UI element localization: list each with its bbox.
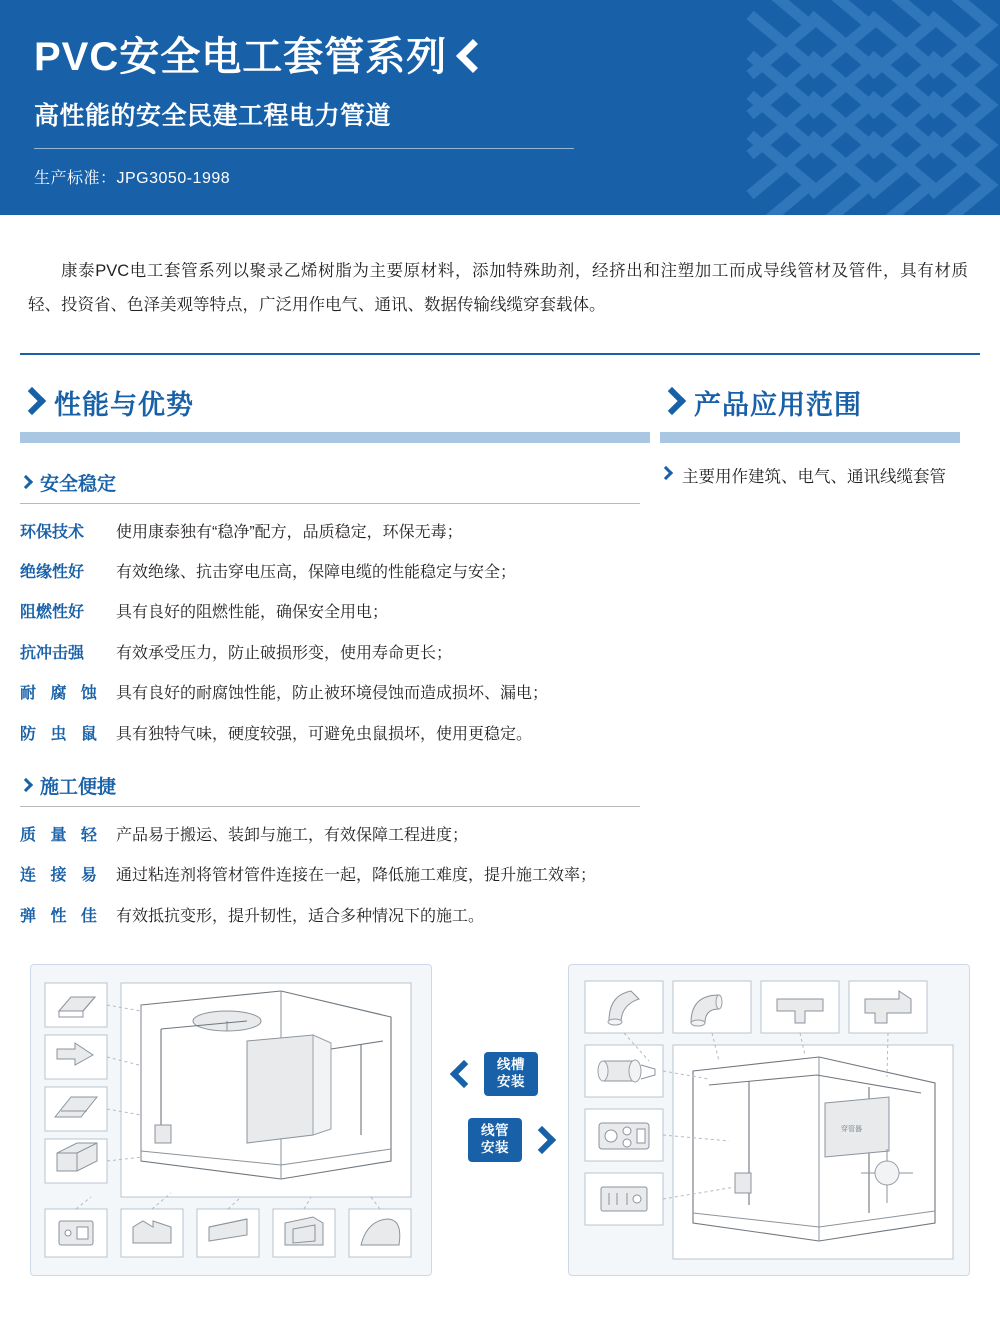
feature-item xyxy=(20,519,660,544)
feature-desc: 具有良好的阻燃性能，确保安全用电； xyxy=(116,604,389,622)
feature-label: 质 量 轻 xyxy=(20,826,102,844)
performance-underbar xyxy=(20,432,650,443)
page-title: PVC安全电工套管系列 xyxy=(34,35,448,79)
chevron-left-icon xyxy=(450,1057,476,1091)
feature-label: 阻燃性好 xyxy=(20,604,85,622)
chevron-left-icon xyxy=(457,38,491,82)
svg-text:穿管器: 穿管器 xyxy=(841,1125,862,1134)
divider xyxy=(20,503,640,504)
feature-desc: 具有良好的耐腐蚀性能，防止被环境侵蚀而造成损坏、漏电； xyxy=(116,685,549,703)
conduit-install-tag xyxy=(468,1118,522,1162)
figure-panel-trunking xyxy=(30,964,432,1276)
performance-group-2-title: 施工便捷 xyxy=(40,776,117,798)
feature-item xyxy=(20,640,660,665)
trunking-install-tag xyxy=(484,1052,538,1096)
application-heading xyxy=(660,383,980,422)
content-columns xyxy=(20,383,980,929)
performance-title: 性能与优势 xyxy=(54,389,194,420)
chevron-right-icon xyxy=(20,777,33,794)
performance-group-2-heading xyxy=(20,772,660,799)
application-column xyxy=(660,383,980,929)
trunking-tag-line2: 安装 xyxy=(497,1074,525,1090)
feature-item xyxy=(20,721,660,746)
page-header xyxy=(0,0,1000,215)
intro-divider xyxy=(20,353,980,355)
header-divider xyxy=(34,148,574,149)
feature-desc: 产品易于搬运、装卸与施工，有效保障工程进度； xyxy=(116,826,469,844)
chevron-right-icon xyxy=(660,465,673,482)
application-title: 产品应用范围 xyxy=(694,389,862,420)
conduit-installation-illustration xyxy=(569,965,969,1275)
intro-section xyxy=(20,215,980,323)
feature-item xyxy=(20,862,660,887)
feature-item xyxy=(20,599,660,624)
intro-paragraph: 康泰PVC电工套管系列以聚录乙烯树脂为主要原材料，添加特殊助剂，经挤出和注塑加工而成导线管材及管件，具有材质轻、投资省、色泽美观等特点，广泛用作电气、通讯、数据传输线缆穿套载体。 xyxy=(28,262,968,314)
feature-label: 耐 腐 蚀 xyxy=(20,685,102,703)
performance-group-1-heading xyxy=(20,469,660,496)
feature-label: 连 接 易 xyxy=(20,867,102,885)
performance-group-1-title: 安全稳定 xyxy=(40,473,117,495)
performance-heading xyxy=(20,383,660,422)
trunking-tag-line1: 线槽 xyxy=(497,1057,525,1073)
feature-desc: 有效抵抗变形，提升韧性，适合多种情况下的施工。 xyxy=(116,907,485,925)
feature-desc: 有效承受压力，防止破损形变，使用寿命更长； xyxy=(116,644,453,662)
figure-panels xyxy=(20,964,980,1284)
feature-label: 绝缘性好 xyxy=(20,564,85,582)
divider xyxy=(20,806,640,807)
conduit-tag-line2: 安装 xyxy=(481,1140,509,1156)
feature-desc: 有效绝缘、抗击穿电压高，保障电缆的性能稳定与安全； xyxy=(116,564,517,582)
feature-label: 弹 性 佳 xyxy=(20,907,102,925)
chevron-right-icon xyxy=(20,474,33,491)
feature-desc: 使用康泰独有“稳净”配方，品质稳定，环保无毒； xyxy=(116,523,463,541)
figure-panel-conduit xyxy=(568,964,970,1276)
chevron-right-icon xyxy=(660,387,684,417)
conduit-tag-line1: 线管 xyxy=(481,1123,509,1139)
header-title-row xyxy=(34,36,1000,82)
header-subtitle: 高性能的安全民建工程电力管道 xyxy=(34,102,392,130)
feature-item xyxy=(20,903,660,928)
performance-column xyxy=(20,383,660,929)
feature-item xyxy=(20,680,660,705)
feature-label: 环保技术 xyxy=(20,523,85,541)
production-standard: 生产标准：JPG3050-1998 xyxy=(34,170,231,187)
application-item-text: 主要用作建筑、电气、通讯线缆套管 xyxy=(682,467,946,486)
feature-desc: 通过粘连剂将管材管件连接在一起，降低施工难度，提升施工效率； xyxy=(116,867,597,885)
feature-item xyxy=(20,822,660,847)
chevron-right-icon xyxy=(20,387,44,417)
application-item xyxy=(660,465,980,491)
application-underbar xyxy=(660,432,960,443)
feature-label: 防 虫 鼠 xyxy=(20,725,102,743)
feature-desc: 具有独特气味，硬度较强，可避免虫鼠损坏，使用更稳定。 xyxy=(116,725,533,743)
trunking-installation-illustration xyxy=(31,965,431,1275)
feature-item xyxy=(20,559,660,584)
chevron-right-icon xyxy=(530,1123,556,1157)
feature-label: 抗冲击强 xyxy=(20,644,85,662)
